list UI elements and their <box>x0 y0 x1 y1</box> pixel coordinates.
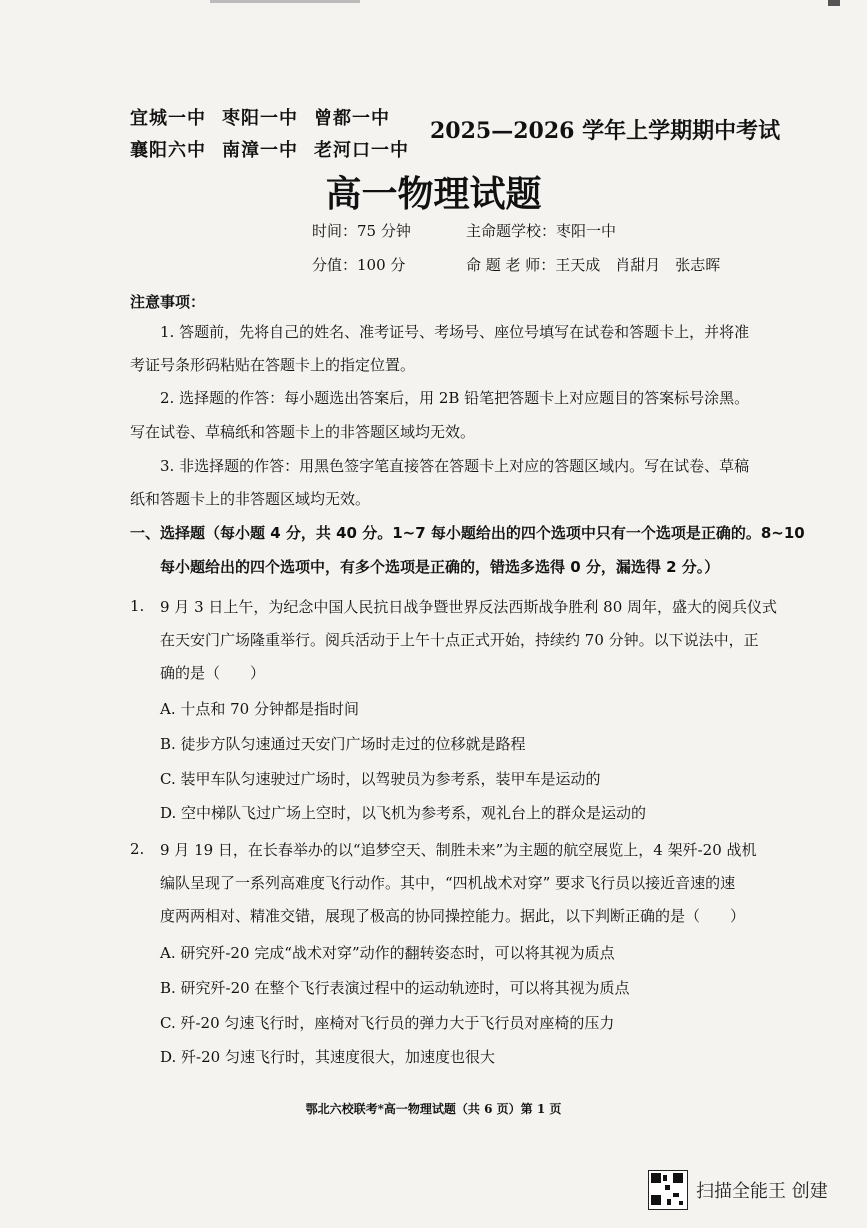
question-2-stem-cont: 编队呈现了一系列高难度飞行动作。其中，“四机战术对穿” 要求飞行员以接近音速的速 <box>160 874 736 892</box>
question-number: 1. <box>130 597 145 615</box>
section-heading-cont: 每小题给出的四个选项中，有多个选项是正确的，错选多选得 0 分，漏选得 2 分。） <box>160 558 720 576</box>
teachers: 命 题 老 师：王天成 肖甜月 张志晖 <box>466 256 721 274</box>
schools-row-1 <box>130 104 406 130</box>
notice-item-2-cont: 写在试卷、草稿纸和答题卡上的非答题区域均无效。 <box>130 423 476 441</box>
notice-heading: 注意事项： <box>130 293 206 311</box>
exam-score: 分值：100 分 <box>312 256 406 274</box>
notice-item-3: 3. 非选择题的作答：用黑色签字笔直接答在答题卡上对应的答题区域内。写在试卷、草稿 <box>160 457 750 475</box>
notice-item-1-cont: 考证号条形码粘贴在答题卡上的指定位置。 <box>130 356 416 374</box>
scanner-watermark <box>648 1170 828 1210</box>
question-1-stem-cont: 在天安门广场隆重举行。阅兵活动于上午十点正式开始，持续约 70 分钟。以下说法中，正 <box>160 631 759 649</box>
question-1-option-a: A. 十点和 70 分钟都是指时间 <box>160 700 359 718</box>
question-1-option-b: B. 徒步方队匀速通过天安门广场时走过的位移就是路程 <box>160 735 526 753</box>
watermark-text: 扫描全能王 创建 <box>696 1181 828 1202</box>
qr-code-icon <box>648 1170 688 1210</box>
question-2-option-d: D. 歼-20 匀速飞行时，其速度很大，加速度也很大 <box>160 1048 495 1066</box>
question-2-option-c: C. 歼-20 匀速飞行时，座椅对飞行员的弹力大于飞行员对座椅的压力 <box>160 1014 615 1032</box>
question-2-stem-end: 度两两相对、精准交错，展现了极高的协同操控能力。据此，以下判断正确的是（ ） <box>160 907 746 925</box>
school-name: 襄阳六中 <box>130 140 206 161</box>
school-name: 老河口一中 <box>314 140 409 161</box>
question-1-option-d: D. 空中梯队飞过广场上空时，以飞机为参考系，观礼台上的群众是运动的 <box>160 804 647 822</box>
exam-name: 2025—2026 学年上学期期中考试 <box>430 118 781 144</box>
section-heading: 一、选择题（每小题 4 分，共 40 分。1~7 每小题给出的四个选项中只有一个选项是正确的。8~10 <box>130 524 805 542</box>
notice-item-2: 2. 选择题的作答：每小题选出答案后，用 2B 铅笔把答题卡上对应题目的答案标号涂黑。 <box>160 389 750 407</box>
lead-school: 主命题学校：枣阳一中 <box>466 222 617 240</box>
exam-time: 时间：75 分钟 <box>312 222 411 240</box>
scan-artifact <box>828 0 840 6</box>
question-2-stem: 9 月 19 日，在长春举办的以“追梦空天、制胜未来”为主题的航空展览上，4 架歼-20 战机 <box>160 841 757 859</box>
question-2-option-a: A. 研究歼-20 完成“战术对穿”动作的翻转姿态时，可以将其视为质点 <box>160 944 615 962</box>
question-1-stem-end: 确的是（ ） <box>160 664 266 682</box>
page-title: 高一物理试题 <box>325 174 542 215</box>
school-name: 宜城一中 <box>130 108 206 129</box>
notice-item-1: 1. 答题前，先将自己的姓名、准考证号、考场号、座位号填写在试卷和答题卡上，并将准 <box>160 323 750 341</box>
school-name: 曾都一中 <box>314 108 390 129</box>
schools-row-2 <box>130 136 425 162</box>
question-2-option-b: B. 研究歼-20 在整个飞行表演过程中的运动轨迹时，可以将其视为质点 <box>160 979 630 997</box>
question-1-stem: 9 月 3 日上午，为纪念中国人民抗日战争暨世界反法西斯战争胜利 80 周年，盛大的阅兵仪式 <box>160 598 778 616</box>
school-name: 南漳一中 <box>222 140 298 161</box>
scan-artifact <box>210 0 360 3</box>
question-1-option-c: C. 装甲车队匀速驶过广场时，以驾驶员为参考系，装甲车是运动的 <box>160 770 601 788</box>
school-name: 枣阳一中 <box>222 108 298 129</box>
notice-item-3-cont: 纸和答题卡上的非答题区域均无效。 <box>130 490 371 508</box>
page-footer: 鄂北六校联考*高一物理试题（共 6 页）第 1 页 <box>305 1102 562 1116</box>
question-number: 2. <box>130 840 145 858</box>
